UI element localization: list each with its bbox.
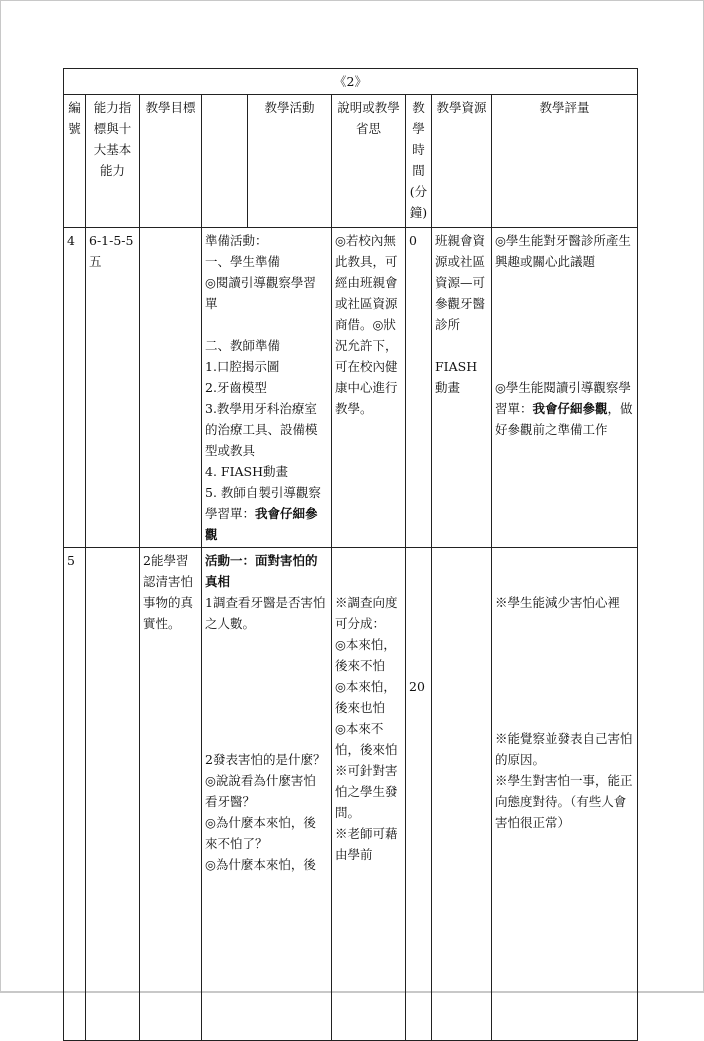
header-notes: 說明或教學省思 xyxy=(332,95,406,228)
table-row xyxy=(64,548,638,1041)
row4-activity-bold: 我會仔細參觀 xyxy=(205,506,318,542)
header-assessment: 教學評量 xyxy=(492,95,638,228)
row5-assessment-1: ※學生能減少害怕心裡 xyxy=(495,595,621,610)
header-resources: 教學資源 xyxy=(432,95,492,228)
row5-num: 5 xyxy=(64,548,86,1041)
row5-notes: ※調查向度可分成： ◎本來怕，後來不怕 ◎本來怕，後來也怕 ◎本來不怕，後來怕 ※可針對害怕之學生發問。 ※老師可藉由學前 xyxy=(332,548,406,1041)
header-time: 教學時間(分鐘) xyxy=(406,95,432,228)
header-num: 編號 xyxy=(64,95,86,228)
row5-assessment xyxy=(492,548,638,1041)
row5-activity xyxy=(202,548,332,1041)
row4-activity xyxy=(202,228,332,548)
row5-assessment-2: ※能覺察並發表自己害怕的原因。 ※學生對害怕一事，能正向態度對待。（有些人會害怕很正常） xyxy=(495,731,633,830)
row4-activity-text: 準備活動： 一、學生準備 ◎閱讀引導觀察學習單 二、教師準備 1.口腔揭示圖 2.牙齒模型 3.教學用牙科治療室的治療工具、設備模型或教具 4. FIASH動畫 5. 教師自製引導觀察學習單： xyxy=(205,233,321,521)
row4-notes: ◎若校內無此教具，可經由班親會或社區資源商借。◎狀況允許下，可在校內健康中心進行教學。 xyxy=(332,228,406,548)
table-row xyxy=(64,228,638,548)
header-ability: 能力指標與十大基本能力 xyxy=(86,95,140,228)
row4-assessment-2 xyxy=(495,377,634,440)
row4-assessment-2b: 我會仔細參觀 xyxy=(532,401,608,416)
header-row xyxy=(64,95,638,228)
row4-assessment xyxy=(492,228,638,548)
row4-assessment-2a: ◎學生能閱讀引導觀察學習單： xyxy=(495,380,631,416)
row4-ability: 6-1-5-5 五 xyxy=(86,228,140,548)
row4-resources-1: 班親會資源或社區資源—可參觀牙醫診所 xyxy=(435,233,486,332)
table-title: 《2》 xyxy=(64,69,638,95)
row4-resources xyxy=(432,228,492,548)
row5-resources xyxy=(432,548,492,1041)
row5-goal: 2能學習認清害怕事物的真實性。 xyxy=(140,548,202,1041)
row4-goal xyxy=(140,228,202,548)
row4-assessment-2c: ，做好參觀前之準備工作 xyxy=(495,401,633,437)
row4-time: 0 xyxy=(406,228,432,548)
row4-assessment-1: ◎學生能對牙醫診所產生興趣或關心此議題 xyxy=(495,233,631,269)
row5-time: 20 xyxy=(406,548,432,1041)
row4-num: 4 xyxy=(64,228,86,548)
row5-activity-title: 活動一：面對害怕的真相 xyxy=(205,553,318,589)
lesson-plan-table xyxy=(63,68,638,1041)
row4-resources-2: FIASH動畫 xyxy=(435,359,478,395)
header-activity: 教學活動 xyxy=(248,95,332,228)
row5-activity-2: 2發表害怕的是什麼？ ◎說說看為什麼害怕看牙醫？ ◎為什麼本來怕，後來不怕了？ ◎為什麼本來怕，後 xyxy=(205,752,326,872)
header-goal: 教學目標 xyxy=(140,95,202,228)
row5-activity-1: 1調查看牙醫是否害怕之人數。 xyxy=(205,595,326,631)
header-blank xyxy=(202,95,248,228)
row5-ability xyxy=(86,548,140,1041)
